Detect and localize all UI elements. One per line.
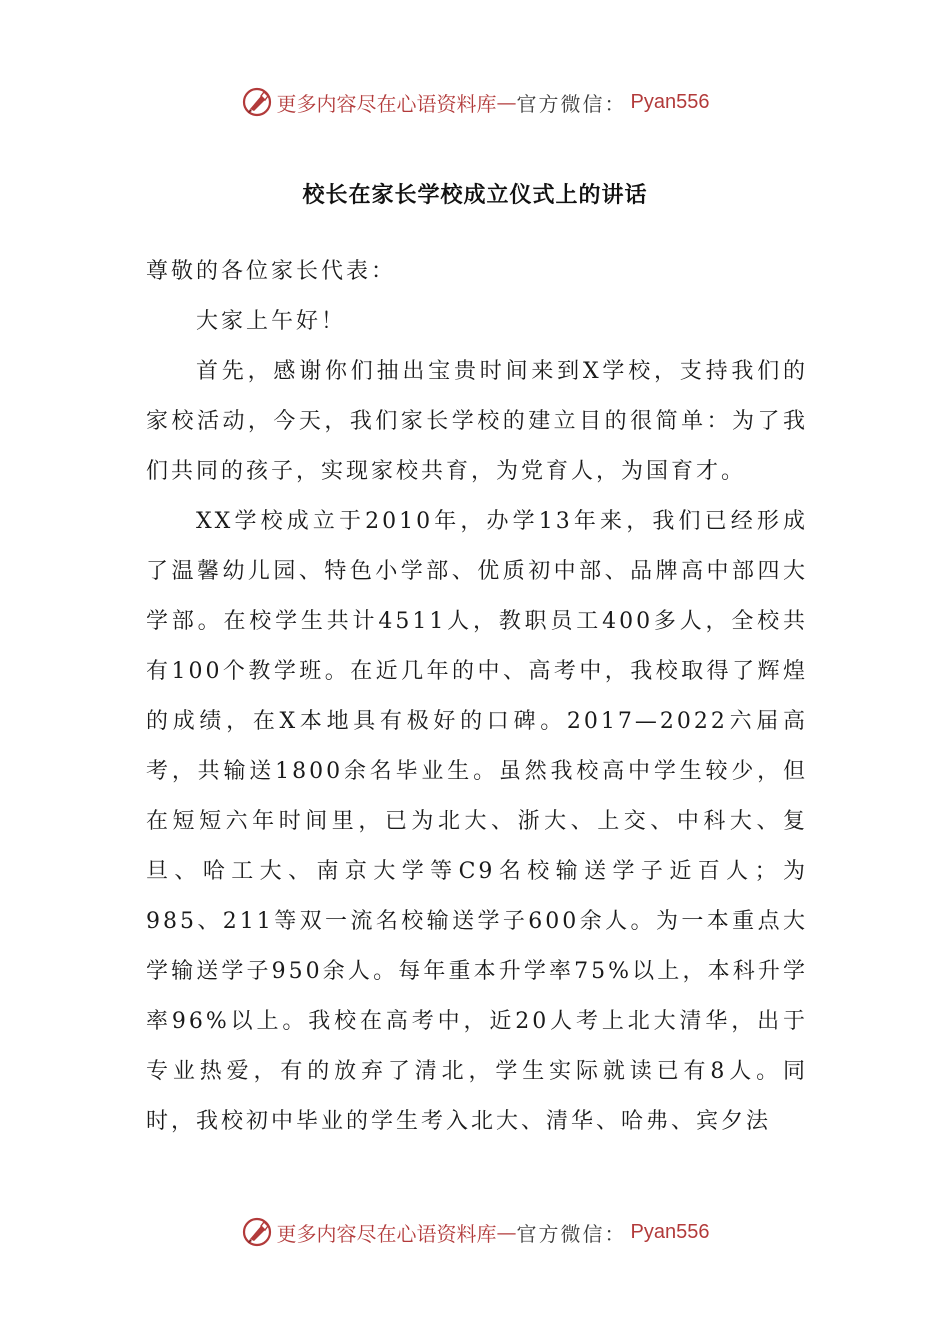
banner-brand-text: 更多内容尽在心语资料库: [276, 1221, 497, 1246]
banner-brand-text: 更多内容尽在心语资料库: [276, 91, 497, 116]
banner-official-label: 官方微信：: [516, 1221, 627, 1246]
pen-nib-logo-icon: [241, 1216, 273, 1248]
footer-banner: [0, 1212, 950, 1252]
greeting: 大家上午好！: [196, 309, 347, 334]
document-body: [146, 247, 808, 1147]
banner-wechat-id: Pyan556: [630, 1220, 710, 1243]
paragraph-1: 首先，感谢你们抽出宝贵时间来到X学校，支持我们的家校活动，今天，我们家长学校的建立目的很简单：为了我们共同的孩子，实现家校共育，为党育人，为国育才。: [146, 359, 808, 484]
banner-separator: —: [496, 1220, 517, 1244]
header-banner: [0, 82, 950, 122]
salutation: 尊敬的各位家长代表：: [146, 259, 397, 284]
banner-separator: —: [496, 90, 517, 114]
paragraph-2: XX学校成立于2010年，办学13年来，我们已经形成了温馨幼儿园、特色小学部、优质初中部、品牌高中部四大学部。在校学生共计4511人，教职员工400多人，全校共有100个教学班。在近几年的中、高考中，我校取得了辉煌的成绩，在X本地具有极好的口碑。2017—2022六届高考，共输送1800余名毕业生。虽然我校高中学生较少，但在短短六年时间里，已为北大、浙大、上交、中科大、复旦、哈工大、南京大学等C9名校输送学子近百人；为985、211等双一流名校输送学子600余人。为一本重点大学输送学子950余人。每年重本升学率75%以上，本科升学率96%以上。我校在高考中，近20人考上北大清华，出于专业热爱，有的放弃了清北，学生实际就读已有8人。同时，我校初中毕业的学生考入北大、清华、哈弗、宾夕法: [146, 509, 808, 1134]
document-title: 校长在家长学校成立仪式上的讲话: [302, 183, 648, 208]
banner-wechat-id: Pyan556: [630, 90, 710, 113]
pen-nib-logo-icon: [241, 86, 273, 118]
banner-official-label: 官方微信：: [516, 91, 627, 116]
